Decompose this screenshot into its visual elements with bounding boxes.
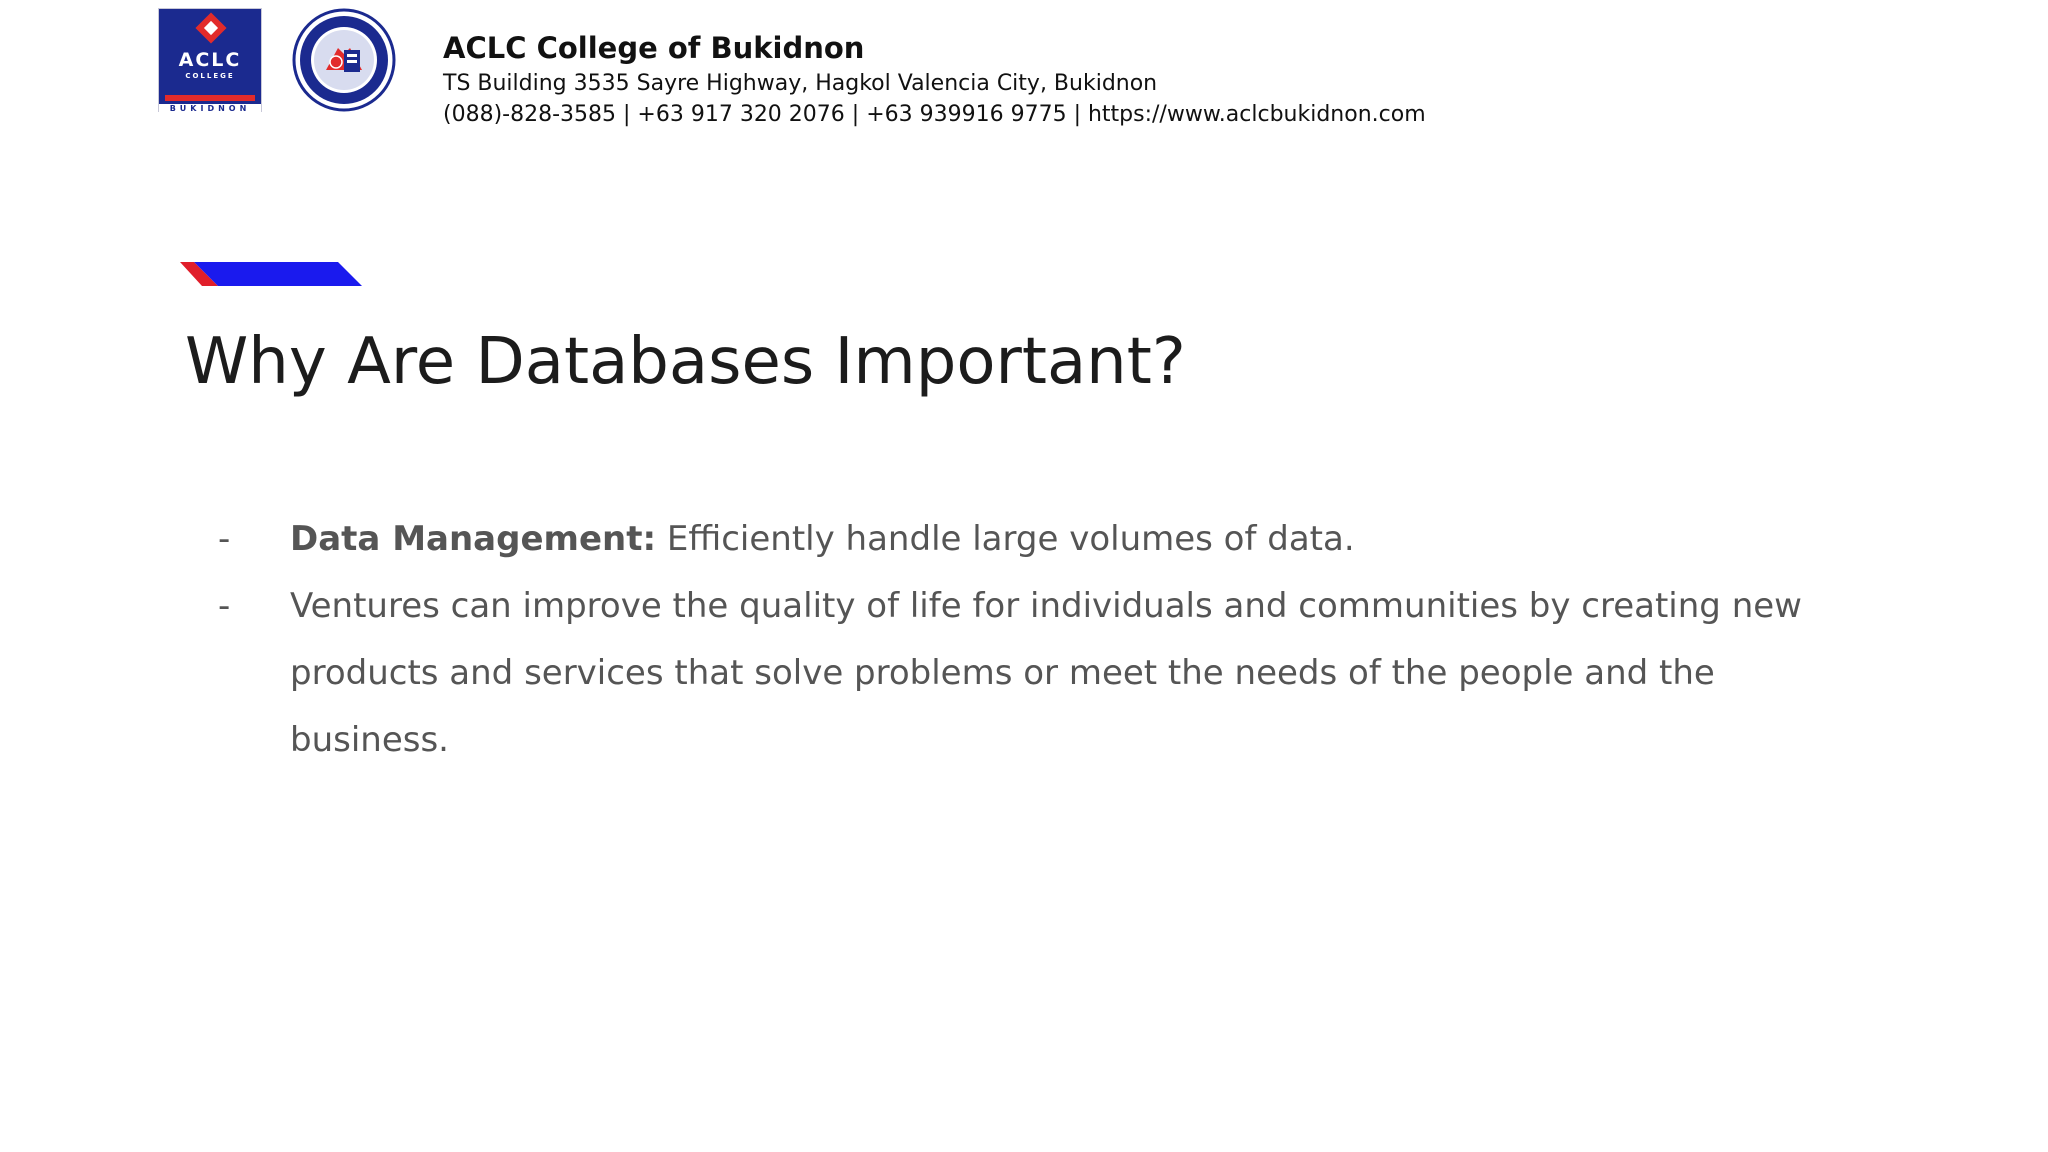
college-seal-icon	[292, 8, 396, 112]
logo-red-bar	[165, 95, 255, 101]
accent-stripe	[180, 262, 362, 286]
bullet-bold-label: Data Management:	[290, 519, 657, 559]
bullet-marker: -	[218, 586, 231, 626]
bullet-marker: -	[218, 519, 231, 559]
bullet-text: Efficiently handle large volumes of data.	[656, 519, 1355, 559]
organization-address: TS Building 3535 Sayre Highway, Hagkol Valencia City, Bukidnon	[443, 71, 1158, 96]
logo-word: ACLC	[178, 49, 242, 71]
logo-sub: COLLEGE	[185, 72, 235, 80]
bullet-text: Ventures can improve the quality of life for individuals and communities by creating new products and services that solve problems or meet the needs of the people and the business.	[290, 586, 1802, 760]
slide-title: Why Are Databases Important?	[185, 325, 1186, 399]
logo-bottom: BUKIDNON	[159, 104, 261, 114]
organization-name: ACLC College of Bukidnon	[443, 31, 865, 65]
bullet-item	[290, 506, 1870, 573]
diamond-icon	[195, 12, 226, 43]
aclc-logo	[158, 8, 262, 112]
header	[0, 0, 2048, 125]
organization-contact: (088)-828-3585 | +63 917 320 2076 | +63 939916 9775 | https://www.aclcbukidnon.com	[443, 102, 1426, 127]
bullet-item	[290, 573, 1870, 774]
